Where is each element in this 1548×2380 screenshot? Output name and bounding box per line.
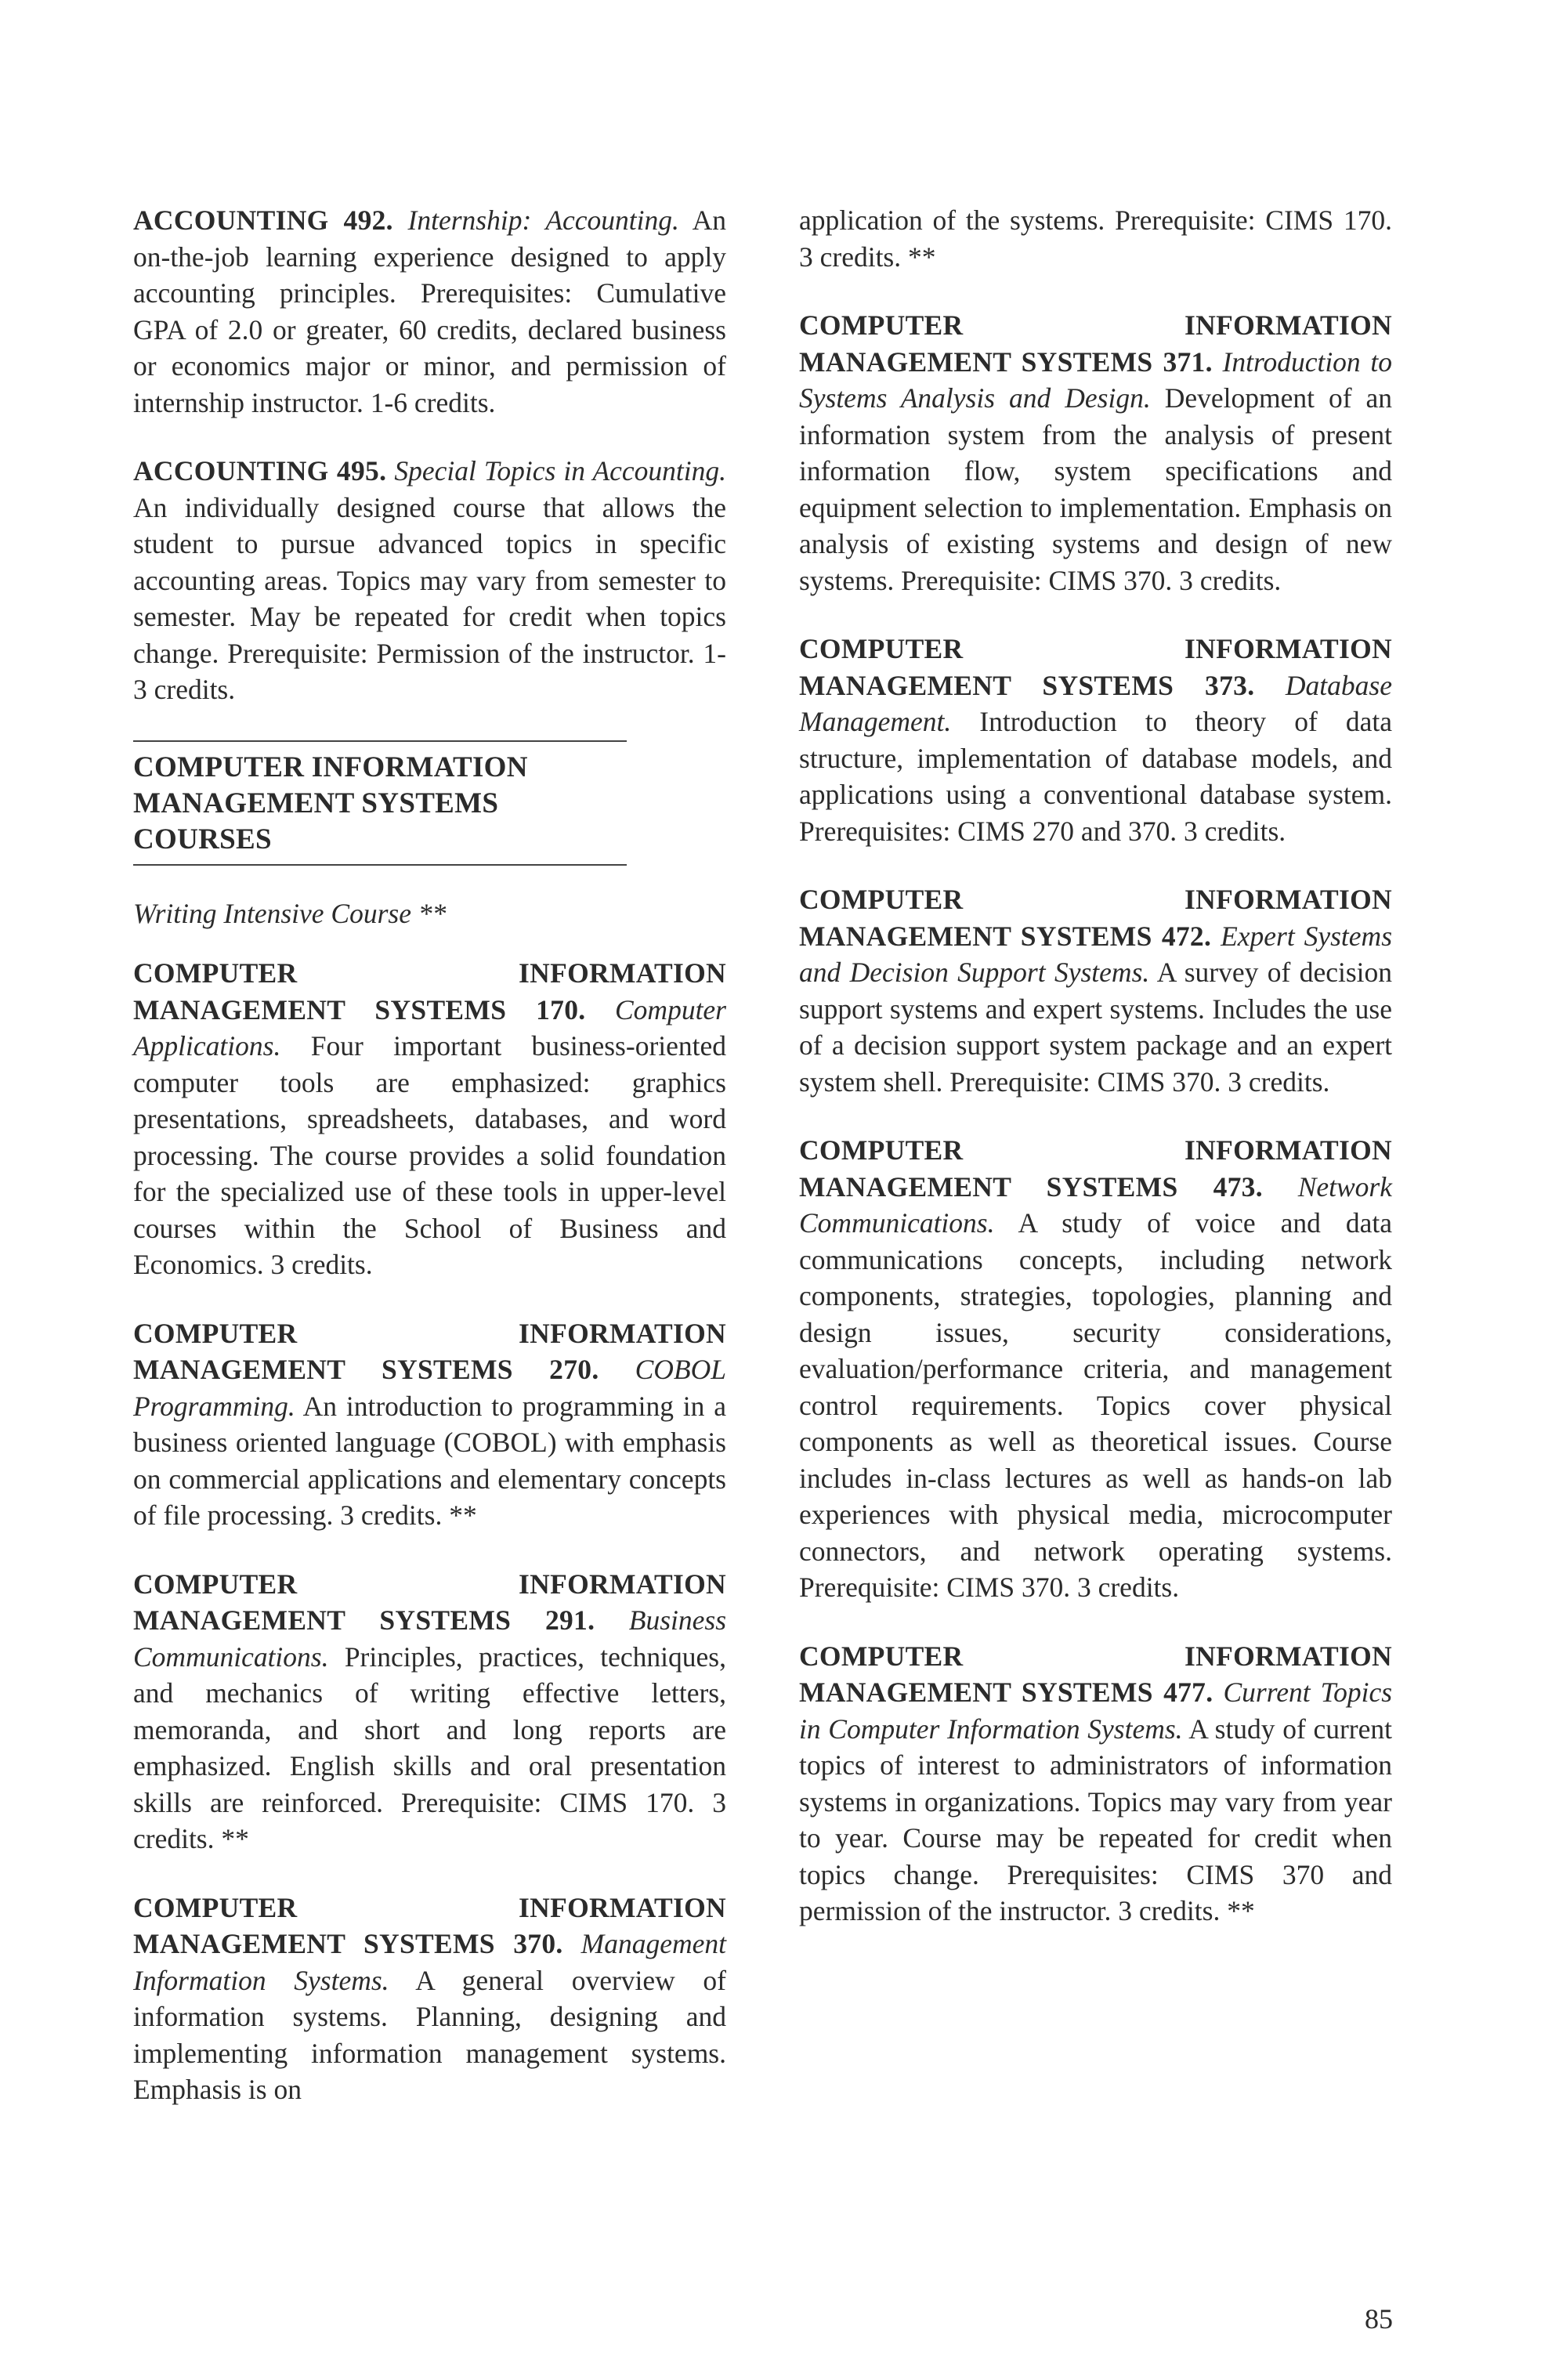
course-title: Business Communications. bbox=[133, 1604, 727, 1673]
course-title: Special Topics in Accounting. bbox=[394, 455, 726, 486]
course-entry-cims-291 bbox=[133, 1566, 726, 1857]
course-heading: COMPUTER INFORMATION MANAGEMENT SYSTEMS 270. bbox=[133, 1317, 726, 1385]
writing-intensive-note: Writing Intensive Course ** bbox=[133, 897, 447, 929]
course-title: Internship: Accounting. bbox=[407, 204, 679, 236]
course-heading: COMPUTER INFORMATION MANAGEMENT SYSTEMS 371. bbox=[799, 309, 1392, 378]
course-description: An on-the-job learning experience designed to apply accounting principles. Prerequisites: Cumulative GPA of 2.0 or greater, 60 credits, declared business or economics major or minor, and permission of internship instructor. 1-6 credits. bbox=[133, 204, 727, 418]
right-column bbox=[799, 202, 1392, 1962]
course-description: An individually designed course that allows the student to pursue advanced topics in specific accounting areas. Topics may vary from semester to semester. May be repeated for credit when topics change. Prerequisite: Permission of the instructor. 1-3 credits. bbox=[133, 491, 726, 705]
course-entry-cims-472 bbox=[799, 881, 1392, 1100]
course-heading: ACCOUNTING 492. bbox=[133, 204, 393, 236]
course-description: A study of voice and data communications concepts, including network components, strategies, topologies, planning and design issues, security considerations, evaluation/performance criteria, and management control requirements. Topics cover physical components as well as theoretical issues. Course includes in-class lectures as well as hands-on lab experiences with physical media, microcomputer connectors, and network operating systems. Prerequisite: CIMS 370. 3 credits. bbox=[799, 1207, 1392, 1603]
course-heading: COMPUTER INFORMATION MANAGEMENT SYSTEMS 477. bbox=[799, 1640, 1392, 1708]
section-heading: COMPUTER INFORMATION MANAGEMENT SYSTEMS COURSES bbox=[133, 751, 528, 855]
divider-bottom bbox=[133, 864, 627, 866]
course-description: An introduction to programming in a business oriented language (COBOL) with emphasis on commercial applications and elementary concepts of file processing. 3 credits. ** bbox=[133, 1390, 727, 1531]
course-description: A study of current topics of interest to administrators of information systems in organizations. Topics may vary from year to year. Course may be repeated for credit when topics change. Prerequisites: CIMS 370 and permission of the instructor. 3 credits. ** bbox=[799, 1713, 1392, 1926]
course-heading: COMPUTER INFORMATION MANAGEMENT SYSTEMS 370. bbox=[133, 1891, 726, 1959]
continued-text: application of the systems. Prerequisite: CIMS 170. 3 credits. ** bbox=[799, 204, 1392, 273]
course-description: Development of an information system from the analysis of present information flow, system specifications and equipment selection to implementation. Emphasis on analysis of existing systems and design of new systems. Prerequisite: CIMS 370. 3 credits. bbox=[799, 382, 1393, 596]
course-description: Principles, practices, techniques, and mechanics of writing effective letters, memoranda, and short and long reports are emphasized. English skills and oral presentation skills are reinforced. Prerequisite: CIMS 170. 3 credits. ** bbox=[133, 1640, 726, 1854]
course-title: Database Management. bbox=[799, 669, 1392, 737]
course-description: Four important business-oriented computer tools are emphasized: graphics presentations, spreadsheets, databases, and word processing. The course provides a solid foundation for the specialized use of these tools in upper-level courses within the School of Business and Economics. 3 credits. bbox=[133, 1030, 727, 1280]
course-entry-cims-473 bbox=[799, 1132, 1392, 1606]
course-title: Current Topics in Computer Information Systems. bbox=[799, 1676, 1393, 1745]
divider-top bbox=[133, 740, 627, 742]
course-heading: COMPUTER INFORMATION MANAGEMENT SYSTEMS 170. bbox=[133, 957, 726, 1025]
course-entry-cims-270 bbox=[133, 1315, 726, 1534]
course-heading: COMPUTER INFORMATION MANAGEMENT SYSTEMS 472. bbox=[799, 884, 1392, 952]
course-description: A survey of decision support systems and expert systems. Includes the use of a decision support system package and an expert system shell. Prerequisite: CIMS 370. 3 credits. bbox=[799, 957, 1393, 1098]
course-entry-accounting-492 bbox=[133, 202, 726, 421]
course-entry-accounting-495 bbox=[133, 453, 726, 708]
course-entry-cims-373 bbox=[799, 631, 1392, 849]
course-title: Management Information Systems. bbox=[133, 1928, 726, 1996]
course-entry-cims-371 bbox=[799, 307, 1392, 599]
course-title: Computer Applications. bbox=[133, 993, 726, 1062]
course-heading: COMPUTER INFORMATION MANAGEMENT SYSTEMS 473. bbox=[799, 1134, 1392, 1203]
course-heading: COMPUTER INFORMATION MANAGEMENT SYSTEMS 291. bbox=[133, 1568, 726, 1636]
left-column bbox=[133, 202, 726, 2140]
course-title: Network Communications. bbox=[799, 1170, 1393, 1239]
page-number: 85 bbox=[1365, 2303, 1393, 2335]
section-header-block bbox=[133, 740, 627, 866]
course-title: Introduction to Systems Analysis and Design. bbox=[799, 345, 1393, 414]
course-heading: ACCOUNTING 495. bbox=[133, 455, 387, 486]
course-heading: COMPUTER INFORMATION MANAGEMENT SYSTEMS 373. bbox=[799, 633, 1392, 701]
course-title: COBOL Programming. bbox=[133, 1354, 726, 1422]
course-entry-cims-477 bbox=[799, 1638, 1392, 1930]
course-title: Expert Systems and Decision Support Systems. bbox=[799, 920, 1393, 988]
course-entry-cims-370 bbox=[133, 1890, 726, 2108]
course-description: Introduction to theory of data structure, implementation of database models, and applications using a conventional database system. Prerequisites: CIMS 270 and 370. 3 credits. bbox=[799, 706, 1392, 847]
course-entry-cims-170 bbox=[133, 955, 726, 1283]
course-description: A general overview of information systems. Planning, designing and implementing information management systems. Emphasis is on bbox=[133, 1964, 726, 2105]
